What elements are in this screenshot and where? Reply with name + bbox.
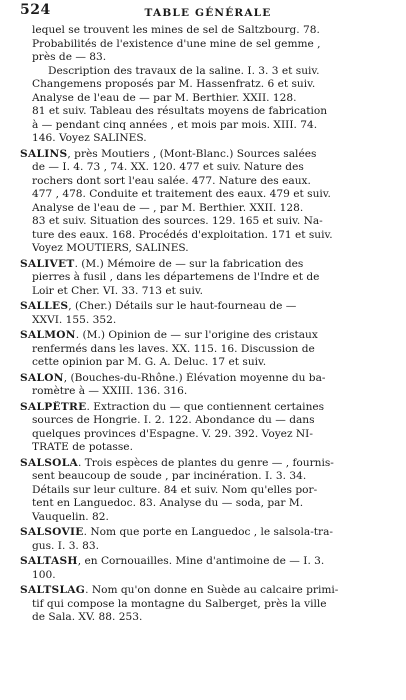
entry-line xyxy=(20,215,396,229)
entry-text: . Trois espèces de plantes du genre — , fournis- xyxy=(77,456,334,469)
entry-line xyxy=(20,526,396,540)
entry-line xyxy=(20,202,396,216)
entry-line xyxy=(20,484,396,498)
entry-text: cette opinion par M. G. A. Deluc. 17 et suiv. xyxy=(32,356,267,368)
entry-line xyxy=(20,457,396,471)
entry-text: Détails sur leur culture. 84 et suiv. Nom qu'elles por- xyxy=(32,483,318,496)
index-entry xyxy=(20,457,396,525)
entry-line xyxy=(20,540,396,554)
entry-line xyxy=(20,598,396,612)
entry-line xyxy=(20,584,396,598)
entry-text: tif qui compose la montagne du Salberget, près la ville xyxy=(32,597,327,610)
entry-term: SALINS xyxy=(20,147,68,160)
page-number: 524 xyxy=(20,2,51,18)
entry-text: 81 et suiv. Tableau des résultats moyens de fabrication xyxy=(32,105,328,117)
index-entry xyxy=(20,372,396,399)
entry-line xyxy=(20,188,396,202)
entry-line xyxy=(20,148,396,162)
entry-line xyxy=(20,38,396,52)
index-entries xyxy=(20,24,396,625)
entry-line xyxy=(20,300,396,314)
entry-line xyxy=(20,441,396,455)
entry-term: SALTSLAG xyxy=(20,584,86,596)
entry-term: SALMON xyxy=(20,329,76,341)
entry-text: gus. I. 3. 83. xyxy=(32,539,100,552)
entry-text: TRATE de potasse. xyxy=(32,441,133,453)
entry-line xyxy=(20,258,396,272)
entry-line xyxy=(20,65,396,79)
index-entry xyxy=(20,584,396,625)
entry-text: , (Bouches-du-Rhône.) Élévation moyenne du ba- xyxy=(63,371,326,384)
entry-text: Loir et Cher. VI. 33. 713 et suiv. xyxy=(32,284,203,297)
index-entry xyxy=(20,329,396,370)
entry-term: SALON xyxy=(20,371,64,384)
entry-line xyxy=(20,161,396,175)
index-entry xyxy=(20,401,396,455)
entry-line xyxy=(20,470,396,484)
entry-line xyxy=(20,175,396,189)
entry-text: sent beaucoup de soude , par incinération. I. 3. 34. xyxy=(32,470,307,482)
entry-text: 146. Voyez SALINES. xyxy=(32,132,147,144)
entry-text: . (M.) Mémoire de — sur la fabrication des xyxy=(74,257,304,270)
entry-text: , en Cornouailles. Mine d'antimoine de — I. 3. xyxy=(77,555,325,567)
entry-line xyxy=(20,78,396,92)
entry-text: ture des eaux. 168. Procédés d'exploitation. 171 et suiv. xyxy=(32,228,333,241)
running-title: TABLE GÉNÉRALE xyxy=(144,7,272,19)
entry-text: Probabilités de l'existence d'une mine de sel gemme , xyxy=(32,37,321,50)
entry-line xyxy=(20,119,396,133)
entry-text: renfermés dans les laves. XX. 115. 16. Discussion de xyxy=(32,342,315,355)
entry-line xyxy=(20,385,396,399)
entry-text: près de — 83. xyxy=(32,51,107,63)
entry-line xyxy=(20,314,396,328)
entry-line xyxy=(20,569,396,583)
entry-text: à — pendant cinq années , et mois par mois. XIII. 74. xyxy=(32,118,318,131)
entry-line xyxy=(20,428,396,442)
entry-term: SALTASH xyxy=(20,555,78,567)
entry-term: SALIVET xyxy=(20,257,75,270)
entry-line xyxy=(20,611,396,625)
entry-text: tent en Languedoc. 83. Analyse du — soda, par M. xyxy=(32,497,304,509)
entry-line xyxy=(20,92,396,106)
entry-text: de Sala. XV. 88. 253. xyxy=(32,611,143,623)
entry-line xyxy=(20,24,396,38)
index-entry xyxy=(20,148,396,256)
entry-text: pierres à fusil , dans les départemens de l'Indre et de xyxy=(32,271,320,283)
entry-line xyxy=(20,285,396,299)
entry-text: . (M.) Opinion de — sur l'origine des cristaux xyxy=(75,329,318,341)
entry-text: rochers dont sort l'eau salée. 477. Nature des eaux. xyxy=(32,174,311,187)
entry-text: quelques provinces d'Espagne. V. 29. 392. Voyez NI- xyxy=(32,427,313,440)
entry-term: SALPÊTRE xyxy=(20,400,87,413)
entry-text: Voyez MOUTIERS, SALINES. xyxy=(32,242,189,254)
entry-line xyxy=(20,105,396,119)
entry-text: Vauquelin. 82. xyxy=(32,510,109,523)
index-entry xyxy=(20,526,396,553)
entry-line xyxy=(20,329,396,343)
entry-text: . Nom que porte en Languedoc , le salsola-tra- xyxy=(83,526,334,538)
entry-line xyxy=(20,343,396,357)
entry-text: XXVI. 155. 352. xyxy=(32,313,117,326)
index-entry xyxy=(20,300,396,327)
index-entry xyxy=(20,555,396,582)
entry-line xyxy=(20,51,396,65)
entry-text: lequel se trouvent les mines de sel de Saltzbourg. 78. xyxy=(32,24,320,36)
entry-text: 100. xyxy=(32,568,56,581)
entry-line xyxy=(20,497,396,511)
entry-line xyxy=(20,271,396,285)
index-entry xyxy=(20,24,396,146)
entry-text: . Extraction du — que contiennent certaines xyxy=(86,400,325,413)
entry-term: SALLES xyxy=(20,300,69,312)
entry-line xyxy=(20,132,396,146)
index-entry xyxy=(20,258,396,299)
entry-line xyxy=(20,242,396,256)
entry-text: romètre à — XXIII. 136. 316. xyxy=(32,385,188,397)
entry-line xyxy=(20,414,396,428)
entry-line xyxy=(20,401,396,415)
entry-text: 477 , 478. Conduite et traitement des eaux. 479 et suiv. xyxy=(32,188,331,200)
page-header xyxy=(20,4,396,22)
entry-text: Description des travaux de la saline. I. 3. 3 et suiv. xyxy=(48,64,320,77)
entry-text: Changemens proposés par M. Hassenfratz. 6 et suiv. xyxy=(32,78,316,90)
entry-text: Analyse de l'eau de — , par M. Berthier. XXII. 128. xyxy=(32,201,304,214)
entry-text: , près Moutiers , (Mont-Blanc.) Sources salées xyxy=(67,147,317,160)
entry-text: 83 et suiv. Situation des sources. 129. 165 et suiv. Na- xyxy=(32,215,323,227)
entry-text: Analyse de l'eau de — par M. Berthier. XXII. 128. xyxy=(32,91,297,104)
entry-line xyxy=(20,555,396,569)
entry-term: SALSOVIE xyxy=(20,526,84,538)
entry-text: de — I. 4. 73 , 74. XX. 120. 477 et suiv. Nature des xyxy=(32,161,304,173)
entry-line xyxy=(20,511,396,525)
entry-line xyxy=(20,372,396,386)
entry-line xyxy=(20,356,396,370)
entry-text: , (Cher.) Détails sur le haut-fourneau de — xyxy=(68,300,297,312)
entry-text: . Nom qu'on donne en Suède au calcaire primi- xyxy=(85,584,339,596)
entry-line xyxy=(20,229,396,243)
entry-term: SALSOLA xyxy=(20,456,78,469)
entry-text: sources de Hongrie. I. 2. 122. Abondance du — dans xyxy=(32,414,315,426)
